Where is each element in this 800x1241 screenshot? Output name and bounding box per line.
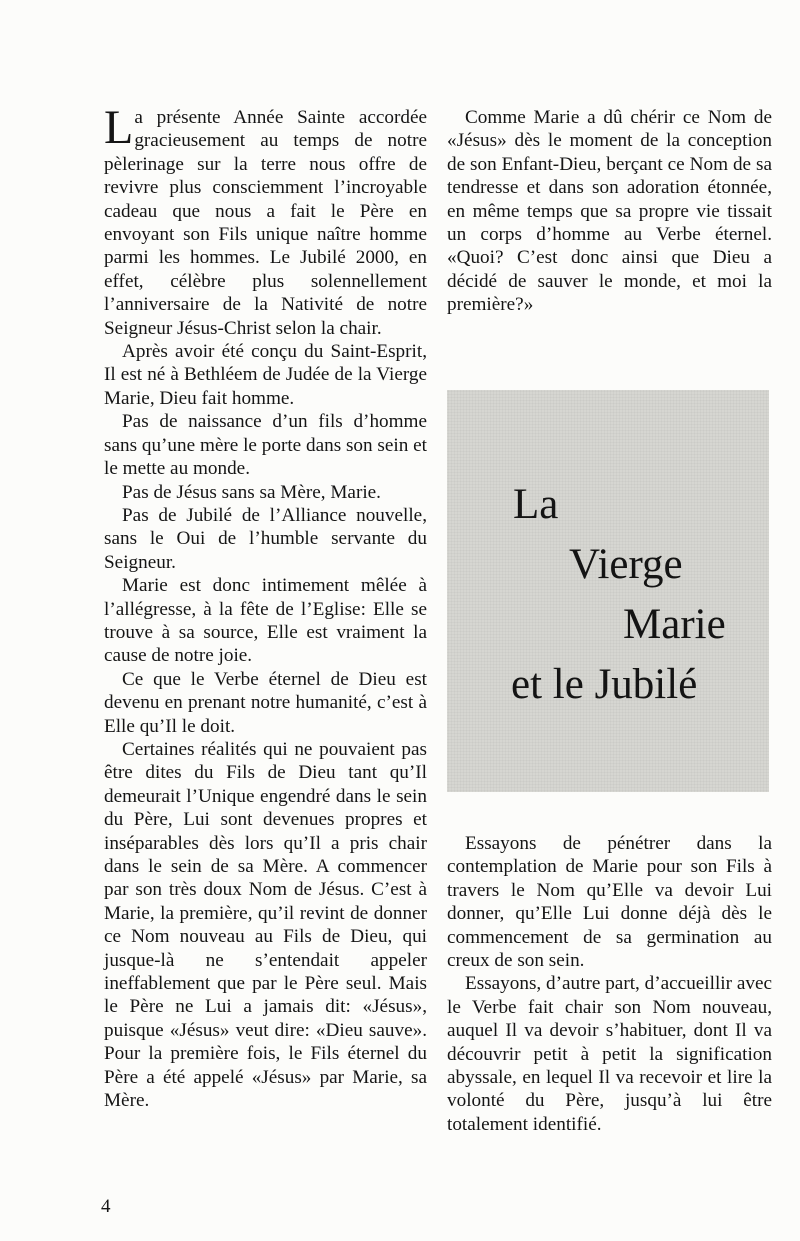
page-number: 4 [101, 1196, 111, 1217]
paragraph: Essayons de pénétrer dans la contemplation de Marie pour son Fils à travers le Nom qu’Elle va devoir Lui donner, qu’Elle Lui donne déjà dès le commencement de sa germination au creux de son sein. [447, 833, 772, 972]
opening-paragraph-text: a présente Année Sainte accordée gracieusement au temps de notre pèlerinage sur la terre nous offre de revivre plus consciemment l’incroyable cadeau que nous a fait le Père en envoyant son Fils unique naître homme parmi les hommes. Le Jubilé 2000, en effet, célèbre plus solennellement l’anniversaire de la Nativité de notre Seigneur Jésus-Christ selon la chair. [104, 107, 427, 339]
paragraph: Pas de naissance d’un fils d’homme sans qu’une mère le porte dans son sein et le mette au monde. [104, 411, 427, 480]
drop-cap: L [104, 101, 134, 154]
title-line-4: et le Jubilé [511, 661, 698, 708]
paragraph: Pas de Jésus sans sa Mère, Marie. [122, 481, 381, 503]
opening-paragraph [104, 101, 427, 340]
title-line-2: Vierge [569, 541, 683, 588]
right-column-top [447, 106, 772, 317]
title-line-1: La [513, 481, 559, 528]
paragraph: Pas de Jubilé de l’Alliance nouvelle, sans le Oui de l’humble servante du Seigneur. [104, 504, 427, 573]
paragraph: Comme Marie a dû chérir ce Nom de «Jésus» dès le moment de la conception de son Enfant-Dieu, berçant ce Nom de sa tendresse et dans son adoration étonnée, en même temps que sa propre vie tissait un corps d’homme au Verbe éternel. «Quoi? C’est donc ainsi que Dieu a décidé de sauver le monde, et moi la première?» [447, 107, 772, 316]
paragraph: Ce que le Verbe éternel de Dieu est devenu en prenant notre humanité, c’est à Elle qu’Il le doit. [104, 668, 427, 737]
paragraph: Certaines réalités qui ne pouvaient pas être dites du Fils de Dieu tant qu’Il demeurait l’Unique engendré dans le sein du Père, Lui sont devenues propres et inséparables dès lors qu’Il a pris chair dans le sein de sa Mère. A commencer par son très doux Nom de Jésus. C’est à Marie, la première, qu’il revint de donner ce Nom nouveau au Fils de Dieu, qui jusque-là ne s’entendait appeler ineffablement que par le Père seul. Mais le Père ne Lui a jamais dit: «Jésus», puisque «Jésus» veut dire: «Dieu sauve». Pour la première fois, le Fils éternel du Père a été appelé «Jésus» par Marie, sa Mère. [104, 738, 427, 1112]
left-column [104, 101, 427, 1112]
paragraph: Après avoir été conçu du Saint-Esprit, Il est né à Bethléem de Judée de la Vierge Marie, Dieu fait homme. [104, 341, 427, 409]
title-line-3: Marie [623, 601, 726, 648]
paragraph: Marie est donc intimement mêlée à l’allégresse, à la fête de l’Eglise: Elle se trouve à sa source, Elle est vraiment la cause de notre joie. [104, 575, 427, 667]
paragraph: Essayons, d’autre part, d’accueillir avec le Verbe fait chair son Nom nouveau, auquel Il va devoir s’habituer, dont Il va découvrir petit à petit la signification abyssale, en lequel Il va recevoir et lire la volonté du Père, jusqu’à lui être totalement identifié. [447, 973, 772, 1135]
title-box [447, 390, 769, 792]
right-column-bottom [447, 832, 772, 1136]
